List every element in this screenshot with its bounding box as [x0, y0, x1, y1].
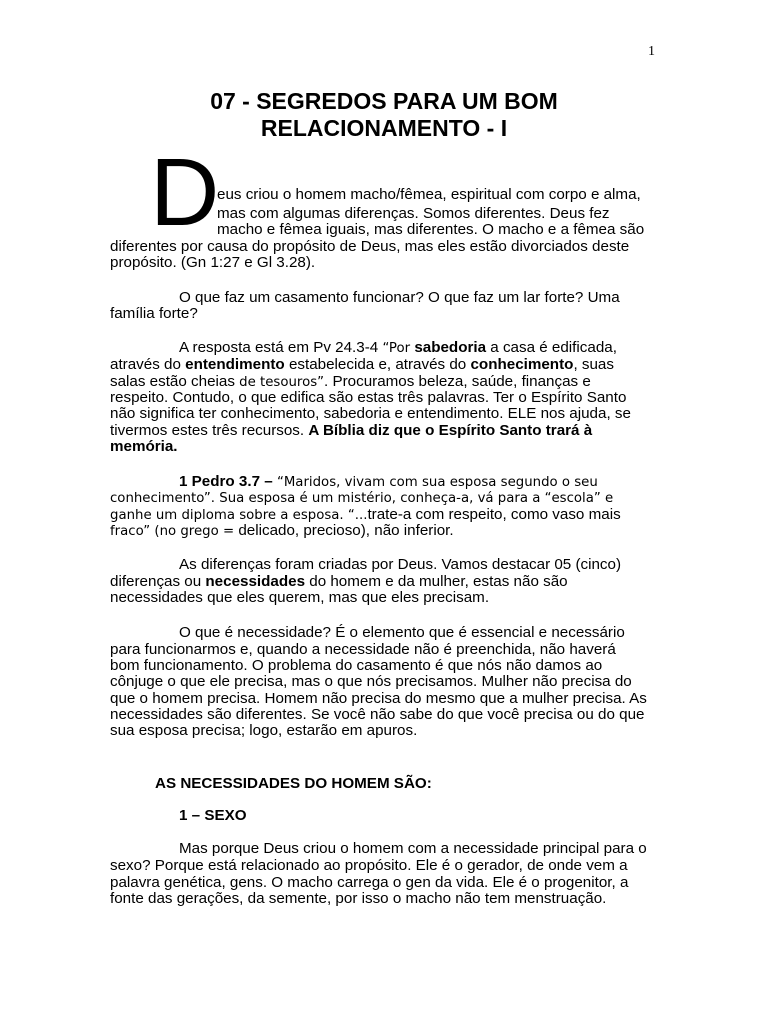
section-heading: AS NECESSIDADES DO HOMEM SÃO: — [155, 775, 432, 792]
differences-line-1: As diferenças foram criadas por Deus. Vamos destacar 05 (cinco) — [179, 556, 622, 573]
sexo-line-3: palavra genética, gens. O macho carrega o gen da vida. Ele é o progenitor, a — [110, 874, 629, 891]
question-line-2: família forte? — [110, 305, 198, 322]
differences-line-3: necessidades que eles querem, mas que eles precisam. — [110, 589, 490, 606]
intro-line-2: mas com algumas diferenças. Somos diferentes. Deus fez — [217, 205, 610, 222]
necessity-line-4: cônjuge o que ele precisa, mas o que nós precisamos. Mulher não precisa do — [110, 673, 632, 690]
page-title — [110, 88, 658, 142]
differences-line-2: diferenças ou necessidades do homem e da mulher, estas não são — [110, 573, 568, 590]
sexo-line-2: sexo? Porque está relacionado ao propósito. Ele é o gerador, de onde vem a — [110, 857, 628, 874]
necessity-line-5: que o homem precisa. Homem não precisa do mesmo que a mulher precisa. As — [110, 690, 647, 707]
answer-line-2: através do entendimento estabelecida e, através do conhecimento, suas — [110, 356, 614, 373]
intro-line-5: propósito. (Gn 1:27 e Gl 3.28). — [110, 254, 316, 271]
sexo-line-1: Mas porque Deus criou o homem com a necessidade principal para o — [179, 840, 647, 857]
necessity-line-1: O que é necessidade? É o elemento que é essencial e necessário — [179, 624, 625, 641]
answer-line-3: salas estão cheias de tesouros”. Procuramos beleza, saúde, finanças e — [110, 373, 591, 390]
page-number: 1 — [648, 44, 655, 59]
necessity-line-3: bom funcionamento. O problema do casamento é que nós não damos ao — [110, 657, 603, 674]
necessity-line-2: para funcionarmos e, quando a necessidade não é preenchida, não haverá — [110, 641, 616, 658]
answer-line-7: memória. — [110, 438, 178, 455]
peter-line-2: conhecimento”. Sua esposa é um mistério, conheça-a, vá para a “escola” e — [110, 491, 614, 506]
subsection-heading-sexo: 1 – SEXO — [179, 807, 247, 824]
title-line-2: RELACIONAMENTO - I — [260, 115, 508, 141]
title-line-1: 07 - SEGREDOS PARA UM BOM — [210, 88, 558, 114]
intro-line-3: macho e fêmea iguais, mas diferentes. O macho e a fêmea são — [217, 221, 645, 238]
peter-line-3: ganhe um diploma sobre a esposa. “...trate-a com respeito, como vaso mais — [110, 506, 621, 523]
intro-line-4: diferentes por causa do propósito de Deus, mas eles estão divorciados deste — [110, 238, 630, 255]
necessity-line-7: sua esposa precisa; logo, estarão em apuros. — [110, 722, 418, 739]
intro-line-1: eus criou o homem macho/fêmea, espiritual com corpo e alma, — [217, 186, 641, 203]
answer-line-6: tivermos estes três recursos. A Bíblia diz que o Espírito Santo trará à — [110, 422, 593, 439]
necessity-line-6: necessidades são diferentes. Se você não sabe do que você precisa ou do que — [110, 706, 645, 723]
peter-line-1: 1 Pedro 3.7 – “Maridos, vivam com sua esposa segundo o seu — [179, 473, 598, 490]
answer-line-1: A resposta está em Pv 24.3-4 “Por sabedoria a casa é edificada, — [179, 339, 617, 356]
answer-line-5: não significa ter conhecimento, sabedoria e entendimento. ELE nos ajuda, se — [110, 405, 631, 422]
answer-line-4: respeito. Contudo, o que edifica são estas três palavras. Ter o Espírito Santo — [110, 389, 627, 406]
drop-cap: D — [150, 139, 220, 246]
question-line-1: O que faz um casamento funcionar? O que faz um lar forte? Uma — [179, 289, 620, 306]
peter-line-4: fraco” (no grego = delicado, precioso), não inferior. — [110, 522, 454, 539]
sexo-line-4: fonte das gerações, da semente, por isso o macho não tem menstruação. — [110, 890, 607, 907]
